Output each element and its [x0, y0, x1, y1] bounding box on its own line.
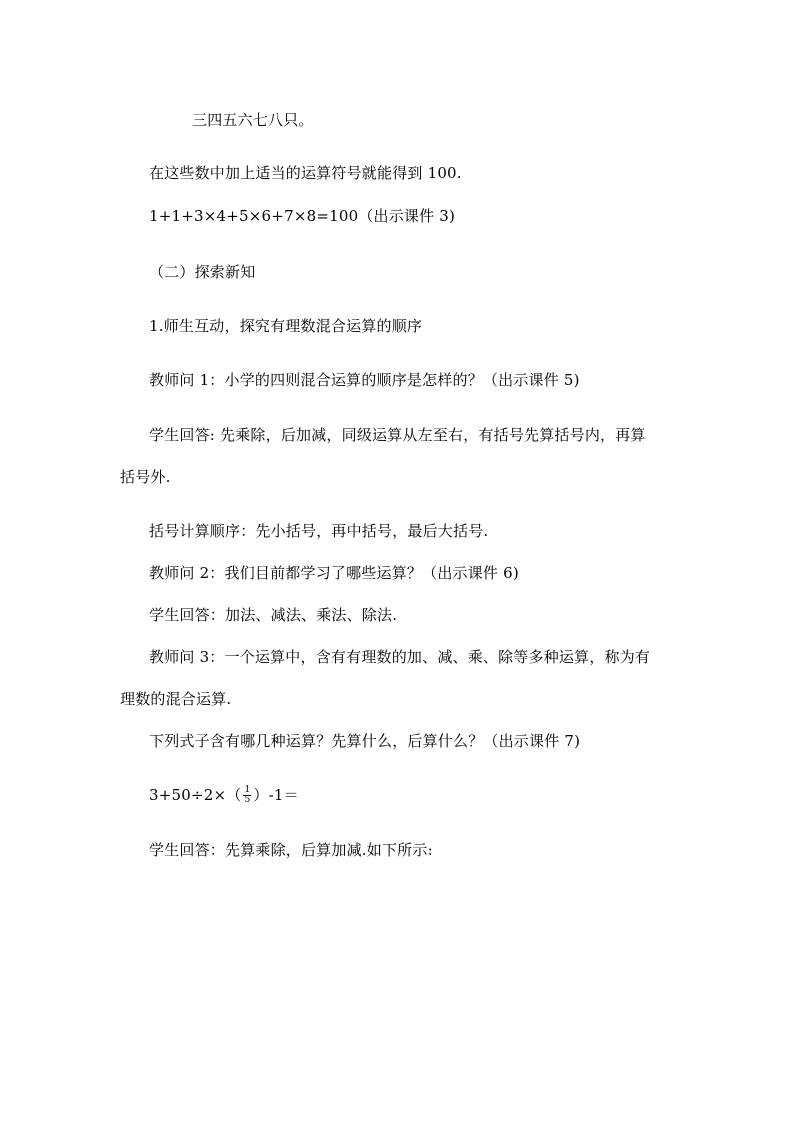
- fraction-numerator: 1: [244, 784, 251, 795]
- text-line-9: 括号计算顺序：先小括号，再中括号，最后大括号.: [149, 522, 489, 540]
- text-line-13: 理数的混合运算.: [120, 690, 232, 708]
- section-heading: （二）探索新知: [149, 263, 256, 281]
- text-line-3: 1+1+3×4+5×6+7×8=100（出示课件 3): [149, 207, 456, 225]
- text-line-1: 三四五六七八只。: [192, 111, 314, 129]
- text-line-7: 学生回答: 先乘除，后加减，同级运算从左至右，有括号先算括号内，再算: [149, 426, 646, 444]
- math-expression: [149, 785, 299, 806]
- fraction: [243, 786, 251, 805]
- text-line-6: 教师问 1：小学的四则混合运算的顺序是怎样的？（出示课件 5): [149, 371, 580, 389]
- formula-after: ）-1＝: [253, 786, 299, 804]
- text-line-10: 教师问 2：我们目前都学习了哪些运算？（出示课件 6): [149, 564, 519, 582]
- text-line-2: 在这些数中加上适当的运算符号就能得到 100.: [149, 164, 462, 182]
- text-line-11: 学生回答：加法、减法、乘法、除法.: [149, 606, 398, 624]
- text-line-5: 1.师生互动，探究有理数混合运算的顺序: [149, 317, 423, 335]
- text-line-14: 下列式子含有哪几种运算？先算什么，后算什么？（出示课件 7): [149, 732, 581, 750]
- fraction-denominator: 5: [244, 794, 251, 805]
- formula-before: 3+50÷2×（: [149, 786, 242, 804]
- text-line-16: 学生回答：先算乘除，后算加减.如下所示:: [149, 841, 433, 859]
- text-line-12: 教师问 3：一个运算中，含有有理数的加、减、乘、除等多种运算，称为有: [149, 648, 651, 666]
- text-line-8: 括号外.: [120, 468, 171, 486]
